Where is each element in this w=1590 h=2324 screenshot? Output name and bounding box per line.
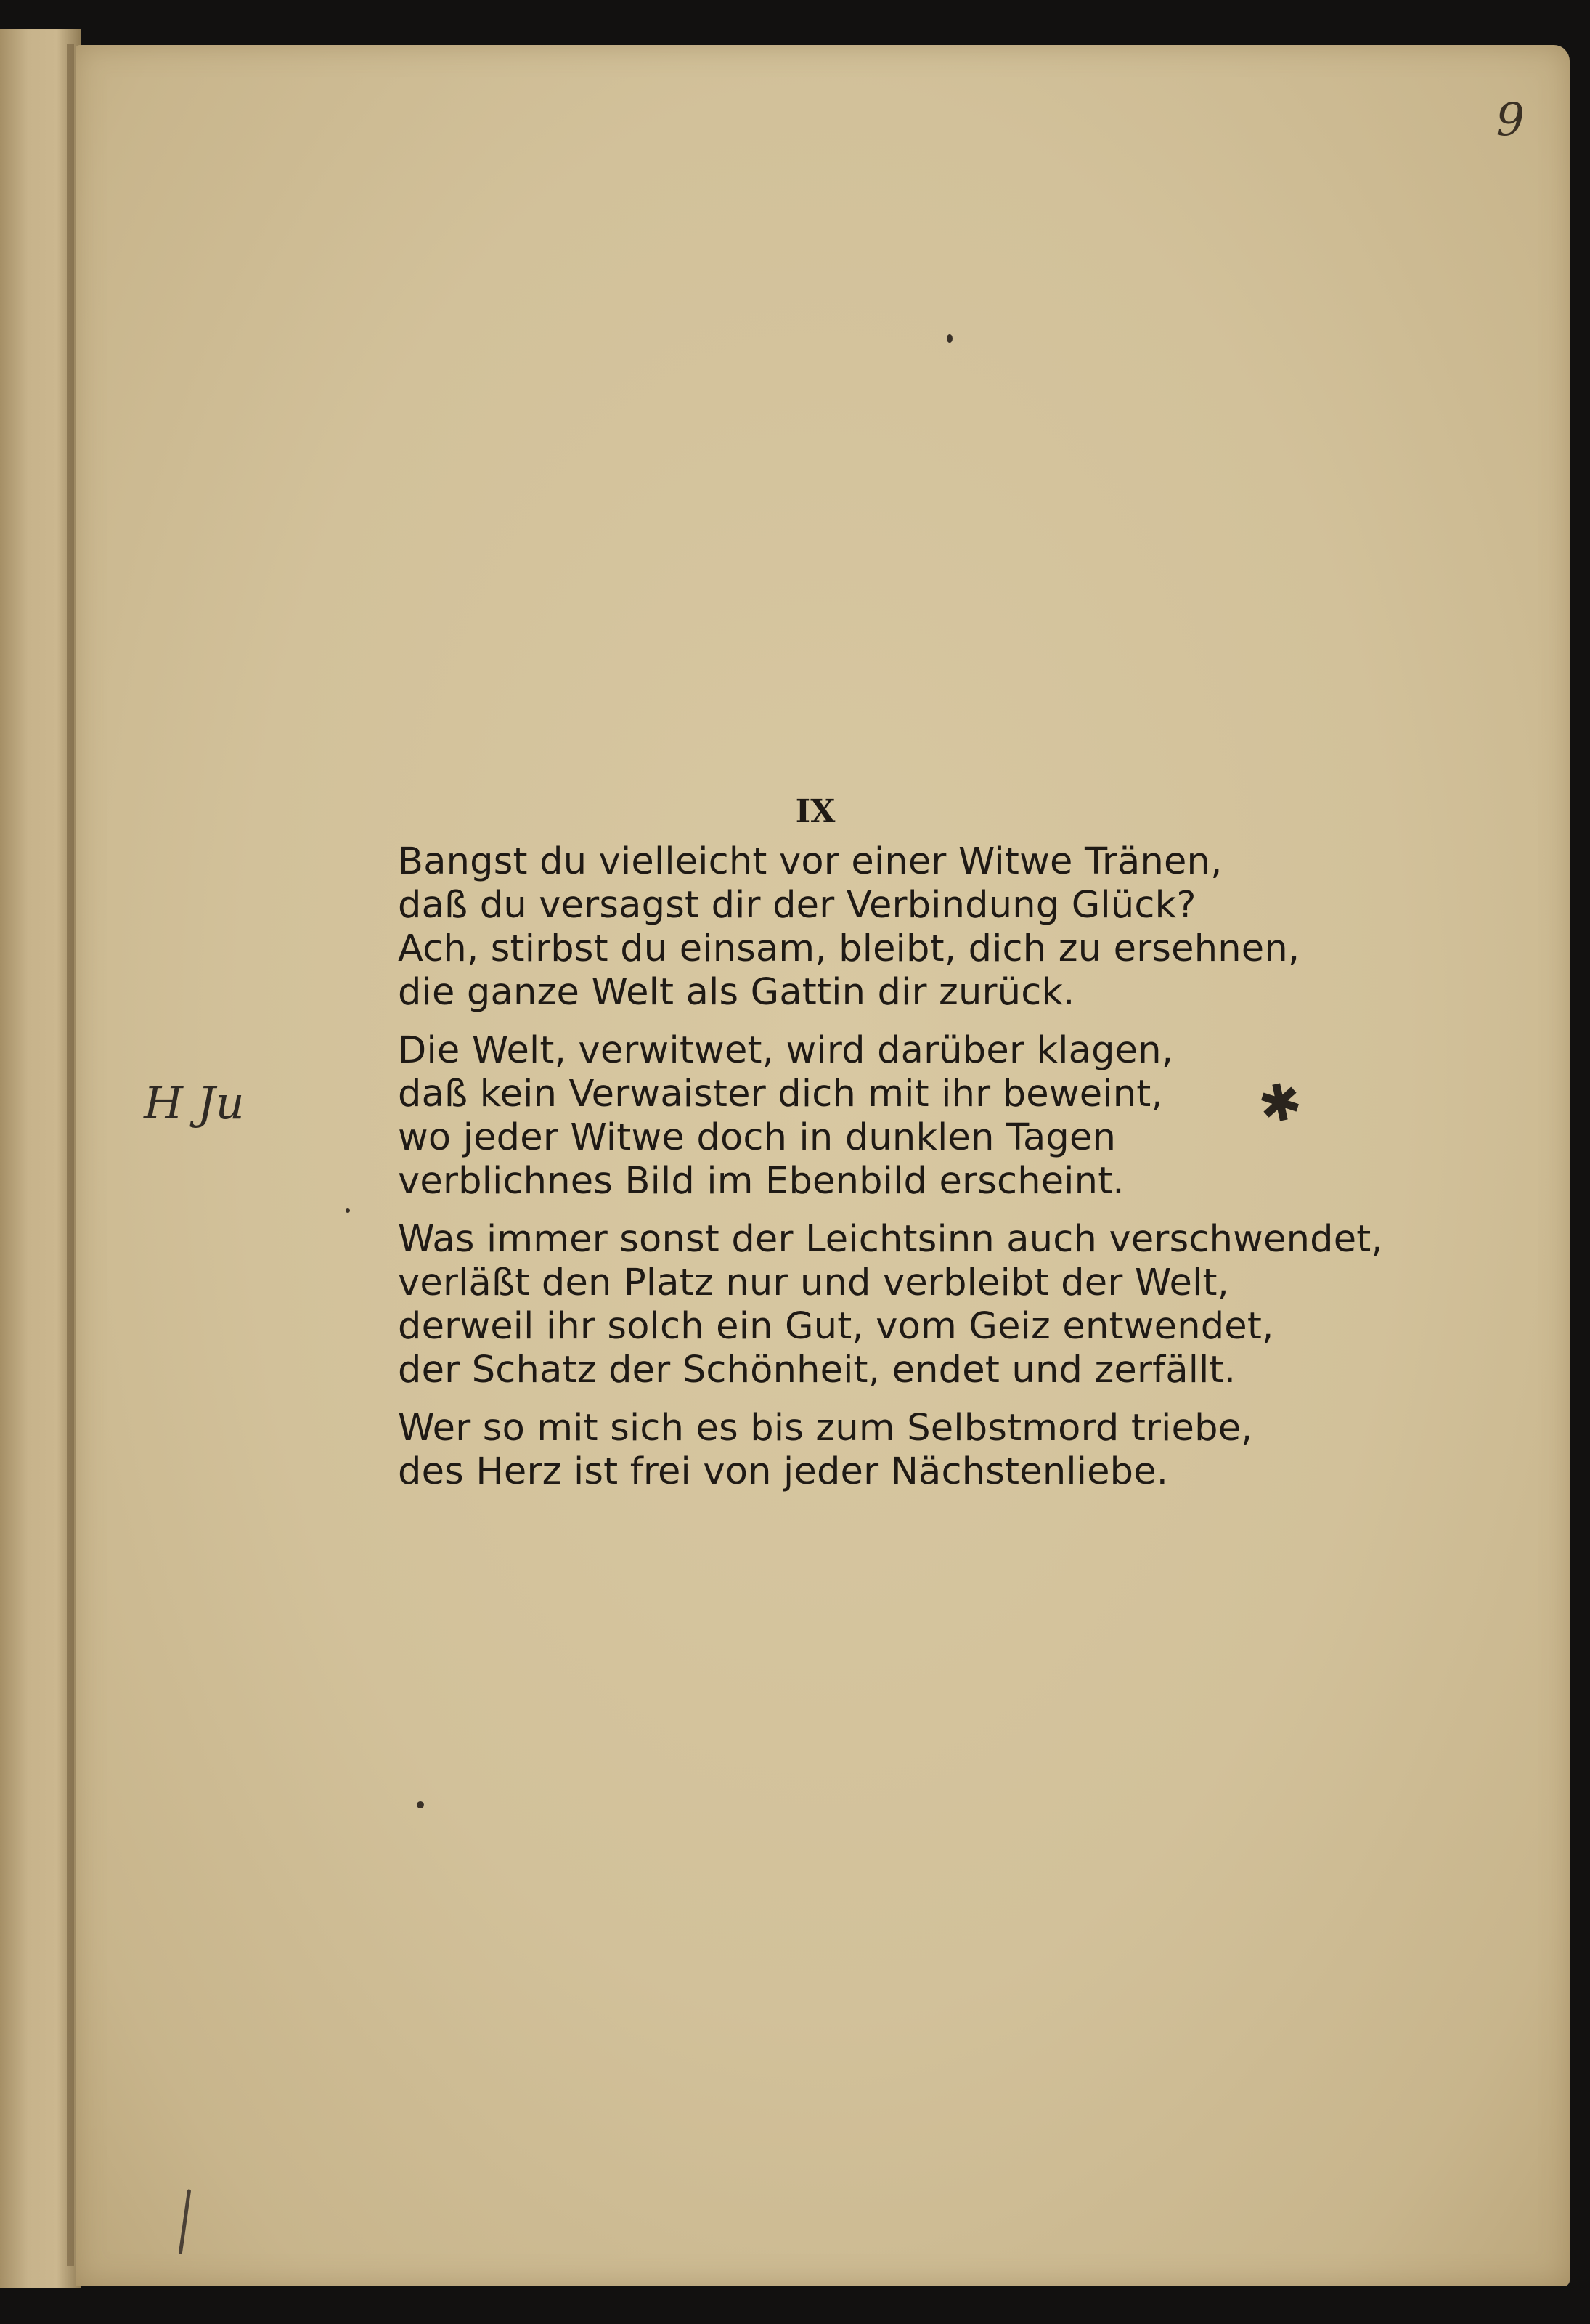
stanza-3	[398, 1218, 1530, 1392]
stanza-2	[398, 1029, 1530, 1203]
poem-line: der Schatz der Schönheit, endet und zerfällt.	[398, 1349, 1236, 1391]
page-number: 9	[1496, 93, 1525, 146]
pencil-mark	[179, 2189, 191, 2254]
paper-speck	[346, 1208, 350, 1213]
poem-line: verläßt den Platz nur und verbleibt der Welt,	[398, 1261, 1230, 1304]
handwritten-correction-mark: ✱	[1253, 1069, 1308, 1137]
poem-line: verblichnes Bild im Ebenbild erscheint.	[398, 1160, 1125, 1203]
poem-line: Wer so mit sich es bis zum Selbstmord triebe,	[398, 1407, 1253, 1450]
poem	[398, 793, 1530, 1508]
poem-line: daß du versagst dir der Verbindung Glück?	[398, 884, 1196, 927]
paper-speck	[417, 1801, 424, 1808]
poem-line: wo jeder Witwe doch in dunklen Tagen	[398, 1116, 1117, 1159]
poem-line: derweil ihr solch ein Gut, vom Geiz entwendet,	[398, 1305, 1274, 1348]
stanza-4	[398, 1407, 1530, 1494]
poem-line: Was immer sonst der Leichtsinn auch verschwendet,	[398, 1218, 1383, 1261]
poem-number: IX	[795, 793, 836, 830]
book-page	[76, 45, 1570, 2286]
stanza-1	[398, 840, 1530, 1015]
paper-speck	[947, 334, 953, 343]
poem-line: die ganze Welt als Gattin dir zurück.	[398, 971, 1075, 1014]
poem-line: Bangst du vielleicht vor einer Witwe Tränen,	[398, 840, 1223, 883]
poem-line: Ach, stirbst du einsam, bleibt, dich zu ersehnen,	[398, 927, 1300, 970]
poem-line: Die Welt, verwitwet, wird darüber klagen,	[398, 1029, 1174, 1072]
poem-line: des Herz ist frei von jeder Nächstenliebe.	[398, 1450, 1169, 1493]
poem-line: daß kein Verwaister dich mit ihr beweint,	[398, 1073, 1163, 1116]
binding-shadow	[67, 44, 74, 2266]
handwritten-margin-note: H Ju	[144, 1076, 245, 1129]
